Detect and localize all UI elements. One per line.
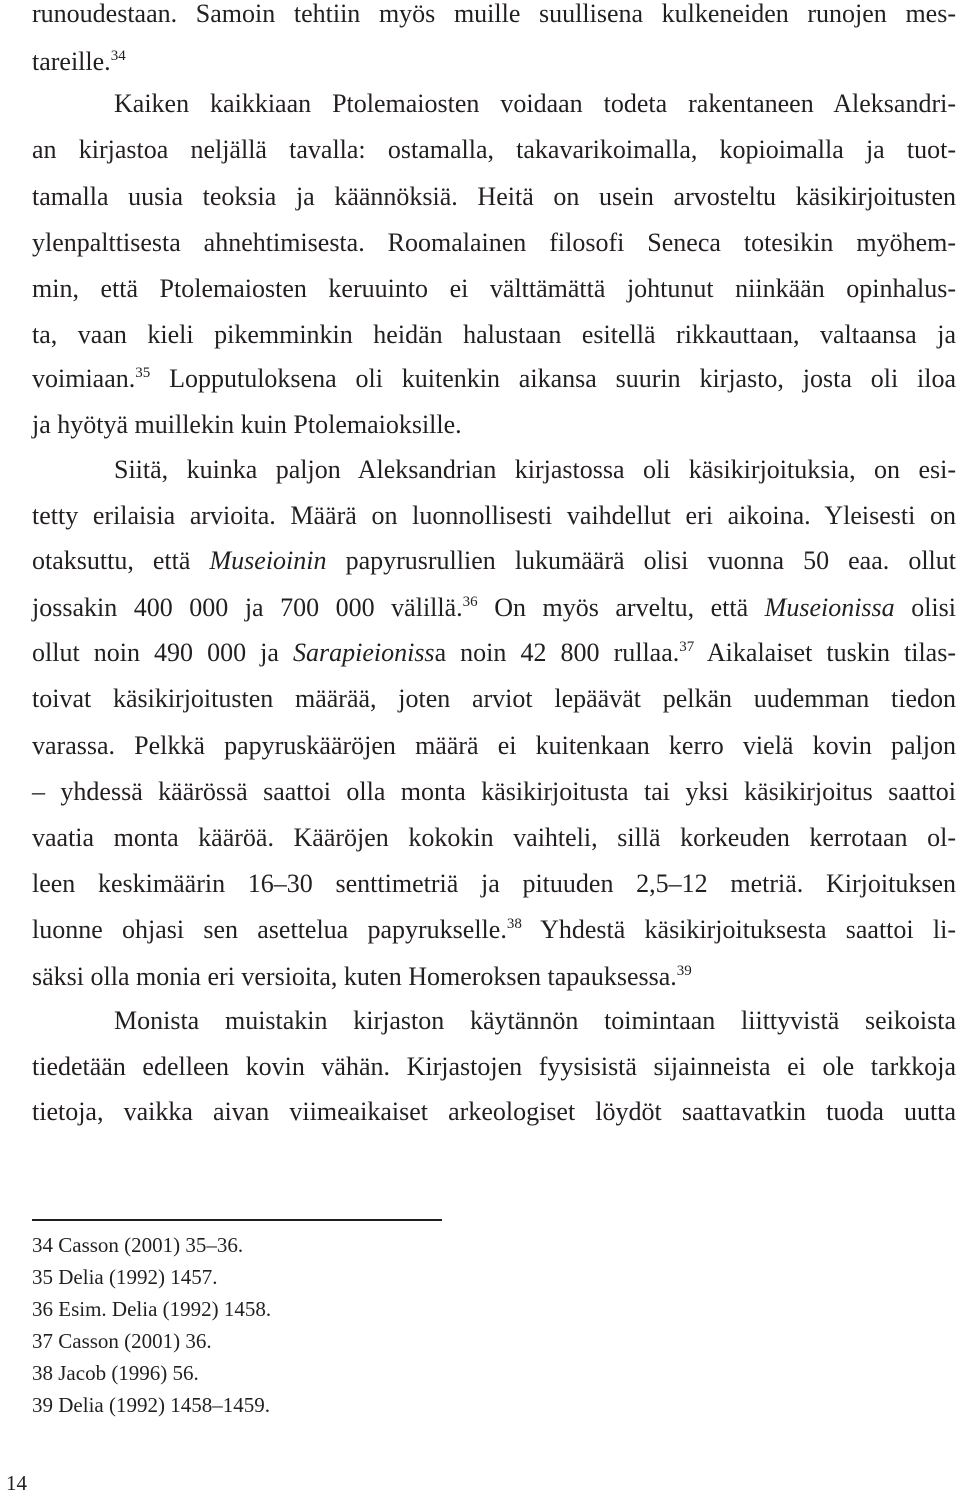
- text-line: [32, 819, 956, 857]
- text-line: [32, 451, 956, 489]
- text-line: [32, 1048, 956, 1086]
- text-run: ollut noin 490 000 ja: [32, 638, 293, 667]
- text-line: [32, 773, 956, 811]
- text-line: [32, 865, 956, 903]
- footnote: 36 Esim. Delia (1992) 1458.: [32, 1297, 272, 1321]
- text-run: – yhdessä käärössä saattoi olla monta käsikirjoitusta tai yksi käsikirjoitus saattoi: [32, 777, 956, 806]
- text-line: [32, 0, 956, 33]
- text-line: [32, 1093, 956, 1131]
- text-run: Yhdestä käsikirjoituksesta saattoi li-: [521, 915, 956, 944]
- footnote-ref: 39: [676, 963, 692, 979]
- italic-text: Museioinin: [209, 546, 327, 575]
- text-line: [32, 85, 956, 123]
- text-run: ta, vaan kieli pikemminkin heidän halustaan esitellä rikkauttaan, valtaansa ja: [32, 320, 956, 349]
- text-run: Monista muistakin kirjaston käytännön toimintaan liittyvistä seikoista: [114, 1006, 956, 1035]
- text-line: [32, 131, 956, 169]
- footnote-separator: [32, 1219, 442, 1221]
- text-run: an kirjastoa neljällä tavalla: ostamalla, takavarikoimalla, kopioimalla ja tuot-: [32, 135, 956, 164]
- text-line: [32, 497, 956, 535]
- text-run: jossakin 400 000 ja 700 000 välillä.: [32, 593, 463, 622]
- text-run: papyrusrullien lukumäärä olisi vuonna 50 eaa. ollut: [326, 546, 957, 575]
- page-number: 14: [6, 1471, 27, 1495]
- footnote: 35 Delia (1992) 1457.: [32, 1265, 218, 1289]
- text-line: [32, 270, 956, 308]
- text-run: ja hyötyä muillekin kuin Ptolemaioksille.: [32, 410, 462, 439]
- footnote-ref: 37: [679, 639, 695, 655]
- text-run: Lopputuloksena oli kuitenkin aikansa suurin kirjasto, josta oli iloa: [150, 364, 956, 393]
- text-line: [32, 360, 956, 398]
- text-line: [32, 1002, 956, 1040]
- text-line: [32, 43, 956, 81]
- text-run: ylenpalttisesta ahnehtimisesta. Roomalainen filosofi Seneca totesikin myöhem-: [32, 228, 956, 257]
- text-run: tamalla uusia teoksia ja käännöksiä. Heitä on usein arvosteltu käsikirjoitusten: [32, 182, 956, 211]
- text-run: leen keskimäärin 16–30 senttimetriä ja pituuden 2,5–12 metriä. Kirjoituksen: [32, 869, 956, 898]
- footnote: 37 Casson (2001) 36.: [32, 1329, 212, 1353]
- text-line: [32, 634, 956, 672]
- text-run: otaksuttu, että: [32, 546, 210, 575]
- text-run: tiedetään edelleen kovin vähän. Kirjastojen fyysisistä sijainneista ei ole tarkkoja: [32, 1052, 956, 1081]
- italic-text: Sarapieioniss: [292, 638, 435, 667]
- text-line: [32, 589, 956, 627]
- text-run: runoudestaan. Samoin tehtiin myös muille suullisena kulkeneiden runojen mes-: [32, 0, 956, 28]
- text-run: tietoja, vaikka aivan viimeaikaiset arkeologiset löydöt saattavatkin tuoda uutta: [32, 1097, 956, 1126]
- text-line: [32, 680, 956, 718]
- text-run: toivat käsikirjoitusten määrää, joten arviot lepäävät pelkän uudemman tiedon: [32, 684, 956, 713]
- text-line: [32, 224, 956, 262]
- footnote: 38 Jacob (1996) 56.: [32, 1361, 199, 1385]
- text-run: min, että Ptolemaiosten keruuinto ei välttämättä johtunut niinkään opinhalus-: [32, 274, 956, 303]
- text-line: [32, 316, 956, 354]
- text-run: Aikalaiset tuskin tilas-: [694, 638, 957, 667]
- text-line: [32, 178, 956, 216]
- italic-text: Museionissa: [764, 593, 895, 622]
- text-line: [32, 542, 956, 580]
- text-run: voimiaan.: [32, 364, 136, 393]
- text-run: tetty erilaisia arvioita. Määrä on luonnollisesti vaihdellut eri aikoina. Yleisesti on: [32, 501, 956, 530]
- text-run: On myös arveltu, että: [477, 593, 765, 622]
- text-line: [32, 406, 956, 444]
- text-line: [32, 727, 956, 765]
- text-run: varassa. Pelkkä papyruskääröjen määrä ei kuitenkaan kerro vielä kovin paljon: [32, 731, 956, 760]
- text-run: Siitä, kuinka paljon Aleksandrian kirjastossa oli käsikirjoituksia, on esi-: [114, 455, 956, 484]
- text-run: olisi: [894, 593, 956, 622]
- footnote: 39 Delia (1992) 1458–1459.: [32, 1393, 270, 1417]
- text-run: luonne ohjasi sen asettelua papyrukselle.: [32, 915, 507, 944]
- footnote-ref: 38: [506, 916, 522, 932]
- text-run: säksi olla monia eri versioita, kuten Homeroksen tapauksessa.: [32, 962, 677, 991]
- text-run: vaatia monta kääröä. Kääröjen kokokin vaihteli, sillä korkeuden kerrotaan ol-: [32, 823, 956, 852]
- text-line: [32, 958, 956, 996]
- text-run: Kaiken kaikkiaan Ptolemaiosten voidaan todeta rakentaneen Aleksandri-: [114, 89, 956, 118]
- footnote-ref: 34: [110, 48, 126, 64]
- text-line: [32, 911, 956, 949]
- footnote-ref: 36: [462, 594, 478, 610]
- footnote-ref: 35: [135, 365, 151, 381]
- text-run: a noin 42 800 rullaa.: [434, 638, 680, 667]
- text-run: tareille.: [32, 47, 111, 76]
- footnote: 34 Casson (2001) 35–36.: [32, 1233, 244, 1257]
